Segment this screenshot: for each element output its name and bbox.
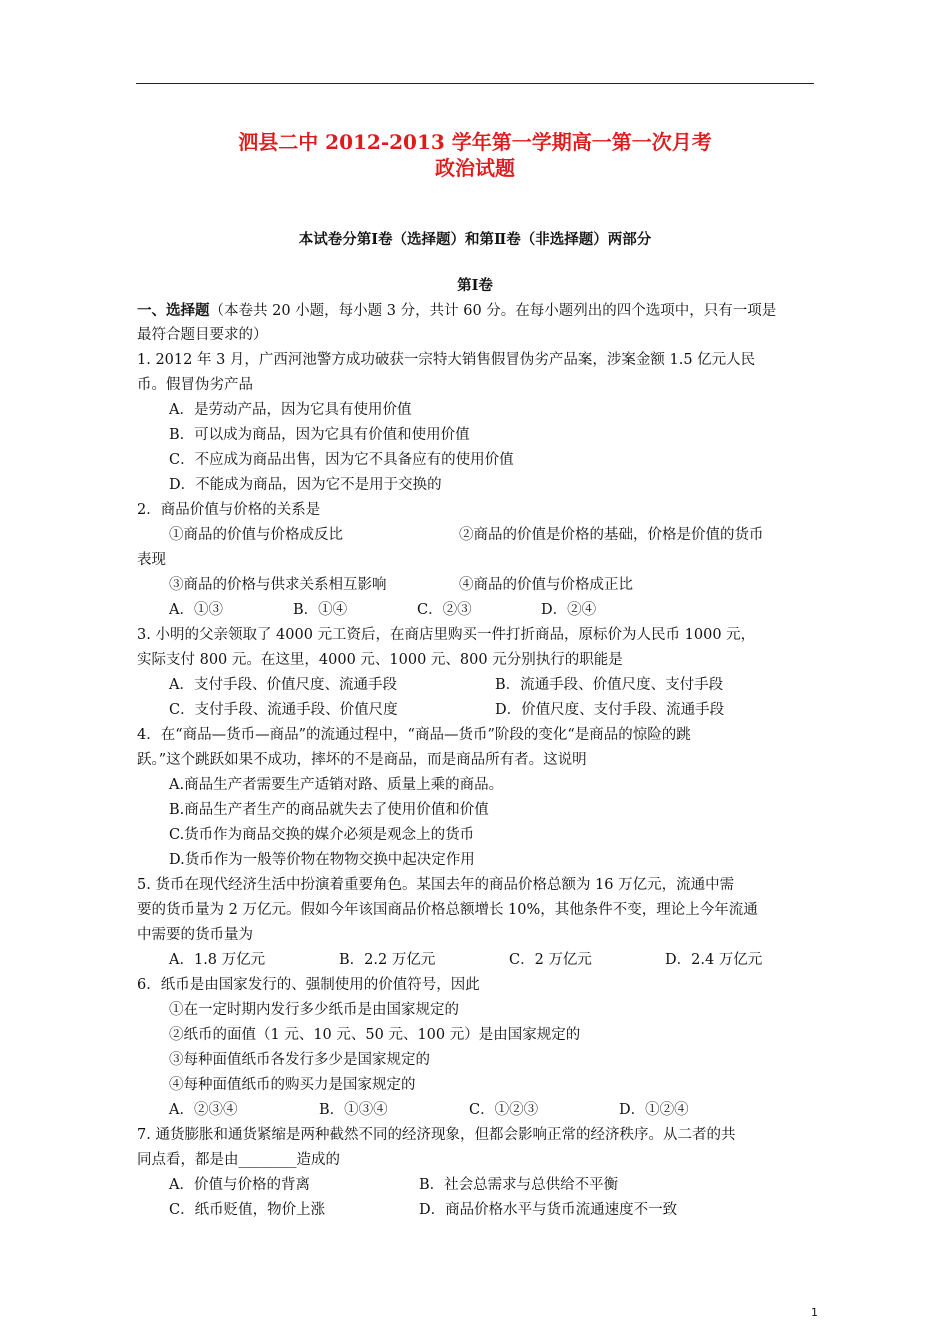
q5-option-c: C．2 万亿元 xyxy=(509,952,592,968)
q3-options-row2 xyxy=(137,698,817,723)
q2-item-4: ④商品的价值与价格成正比 xyxy=(459,577,633,593)
q7-option-d: D．商品价格水平与货币流通速度不一致 xyxy=(419,1202,678,1218)
q1-option-d: D．不能成为商品，因为它不是用于交换的 xyxy=(169,477,442,493)
q6-item-1: ①在一定时期内发行多少纸币是由国家规定的 xyxy=(169,1002,459,1018)
q7-stem: 7. 通货膨胀和通货紧缩是两种截然不同的经济现象，但都会影响正常的经济秩序。从二者的共 xyxy=(137,1127,736,1143)
q2-items-row1 xyxy=(137,523,817,548)
q1-option-a: A．是劳动产品，因为它具有使用价值 xyxy=(169,402,412,418)
q2-stem: 2．商品价值与价格的关系是 xyxy=(137,502,321,518)
q4-option-a: A.商品生产者需要生产适销对路、质量上乘的商品。 xyxy=(169,777,504,793)
q4-stem: 4．在“商品—货币—商品”的流通过程中，“商品—货币”阶段的变化“是商品的惊险的跳 xyxy=(137,727,691,743)
q5-stem-cont: 要的货币量为 2 万亿元。假如今年该国商品价格总额增长 10%，其他条件不变，理论上今年流通 xyxy=(137,902,758,918)
q2-option-d: D．②④ xyxy=(541,602,597,618)
q6-option-a: A．②③④ xyxy=(169,1102,238,1118)
q1-stem-cont: 币。假冒伪劣产品 xyxy=(137,377,253,393)
section-heading-line xyxy=(137,298,817,323)
q2-item-2: ②商品的价值是价格的基础，价格是价值的货币 xyxy=(459,527,764,543)
q6-options xyxy=(137,1098,817,1123)
q2-item-3: ③商品的价格与供求关系相互影响 xyxy=(169,577,387,593)
q4-option-b: B.商品生产者生产的商品就失去了使用价值和价值 xyxy=(169,802,489,818)
header-rule xyxy=(136,83,814,84)
q3-option-d: D．价值尺度、支付手段、流通手段 xyxy=(495,702,725,718)
q1-stem: 1. 2012 年 3 月，广西河池警方成功破获一宗特大销售假冒伪劣产品案，涉案金额 1.5 亿元人民 xyxy=(137,352,756,368)
q6-item-2: ②纸币的面值（1 元、10 元、50 元、100 元）是由国家规定的 xyxy=(169,1027,581,1043)
section-desc-line2: 最符合题目要求的） xyxy=(137,327,268,343)
q6-option-b: B．①③④ xyxy=(319,1102,388,1118)
q7-option-a: A．价值与价格的背离 xyxy=(169,1177,310,1193)
q6-option-c: C．①②③ xyxy=(469,1102,539,1118)
q5-options xyxy=(137,948,817,973)
q6-stem: 6．纸币是由国家发行的、强制使用的价值符号，因此 xyxy=(137,977,480,993)
part-title: 第Ⅰ卷 xyxy=(457,277,493,294)
q6-item-3: ③每种面值纸币各发行多少是国家规定的 xyxy=(169,1052,430,1068)
q5-option-d: D．2.4 万亿元 xyxy=(665,952,763,968)
exam-subject: 政治试题 xyxy=(435,156,515,180)
section-heading: 一、选择题 xyxy=(137,302,210,319)
q4-option-d: D.货币作为一般等价物在物物交换中起决定作用 xyxy=(169,852,475,868)
q2-item-2-cont: 表现 xyxy=(137,552,166,568)
q5-option-b: B．2.2 万亿元 xyxy=(339,952,436,968)
q3-option-b: B．流通手段、价值尺度、支付手段 xyxy=(495,677,724,693)
section-desc: （本卷共 20 小题，每小题 3 分，共计 60 分。在每小题列出的四个选项中，只有一项是 xyxy=(209,303,777,319)
q2-items-row2 xyxy=(137,573,817,598)
q5-option-a: A．1.8 万亿元 xyxy=(169,952,266,968)
q2-option-b: B．①④ xyxy=(293,602,348,618)
q3-stem-cont: 实际支付 800 元。在这里，4000 元、1000 元、800 元分别执行的职能是 xyxy=(137,652,623,668)
q7-option-c: C．纸币贬值，物价上涨 xyxy=(169,1202,326,1218)
q2-options xyxy=(137,598,817,623)
q6-option-d: D．①②④ xyxy=(619,1102,689,1118)
page-number: 1 xyxy=(811,1306,818,1319)
q4-option-c: C.货币作为商品交换的媒介必须是观念上的货币 xyxy=(169,827,475,843)
q7-options-row1 xyxy=(137,1173,817,1198)
exam-structure-note: 本试卷分第Ⅰ卷（选择题）和第Ⅱ卷（非选择题）两部分 xyxy=(298,231,652,248)
q5-stem: 5. 货币在现代经济生活中扮演着重要角色。某国去年的商品价格总额为 16 万亿元，流通中需 xyxy=(137,877,735,893)
q1-option-c: C．不应成为商品出售，因为它不具备应有的使用价值 xyxy=(169,452,514,468)
q7-options-row2 xyxy=(137,1198,817,1223)
q5-stem-cont2: 中需要的货币量为 xyxy=(137,927,253,943)
q3-option-a: A．支付手段、价值尺度、流通手段 xyxy=(169,677,397,693)
q3-stem: 3. 小明的父亲领取了 4000 元工资后，在商店里购买一件打折商品，原标价为人民币 1000 元， xyxy=(137,627,756,643)
q2-option-a: A．①③ xyxy=(169,602,223,618)
q6-item-4: ④每种面值纸币的购买力是国家规定的 xyxy=(169,1077,416,1093)
exam-title: 泗县二中 2012-2013 学年第一学期高一第一次月考 xyxy=(238,130,712,154)
q3-option-c: C．支付手段、流通手段、价值尺度 xyxy=(169,702,398,718)
question-body xyxy=(137,298,817,1223)
q2-option-c: C．②③ xyxy=(417,602,472,618)
q4-stem-cont: 跃。”这个跳跃如果不成功，摔坏的不是商品，而是商品所有者。这说明 xyxy=(137,752,587,768)
q7-stem-cont: 同点看，都是由________造成的 xyxy=(137,1152,340,1168)
q2-item-1: ①商品的价值与价格成反比 xyxy=(169,527,343,543)
q7-option-b: B．社会总需求与总供给不平衡 xyxy=(419,1177,619,1193)
q3-options-row1 xyxy=(137,673,817,698)
q1-option-b: B．可以成为商品，因为它具有价值和使用价值 xyxy=(169,427,470,443)
